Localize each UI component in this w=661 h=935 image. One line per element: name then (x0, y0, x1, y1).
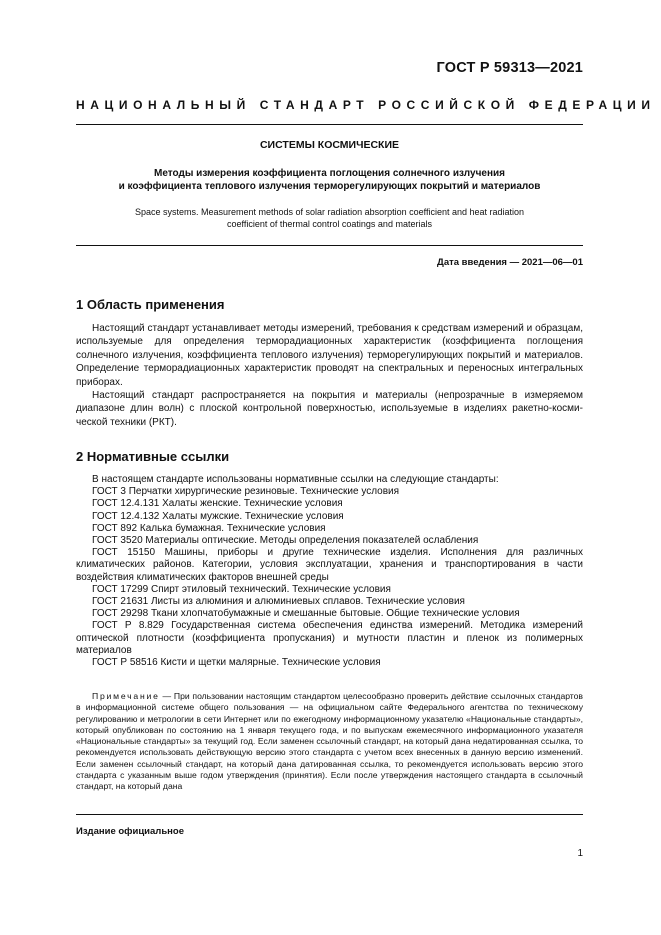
section-2-heading: 2 Нормативные ссылки (76, 449, 230, 464)
standard-subtitle (76, 167, 583, 193)
top-divider (76, 124, 583, 125)
english-title (76, 206, 583, 230)
document-number: ГОСТ Р 59313—2021 (436, 60, 583, 76)
national-standard-banner: НАЦИОНАЛЬНЫЙ СТАНДАРТ РОССИЙСКОЙ ФЕДЕРАЦИИ (76, 98, 656, 112)
page-number: 1 (577, 848, 583, 859)
subtitle-line-2: и коэффициента теплового излучения терморегулирующих покрытий и материалов (118, 181, 541, 192)
reference-item: ГОСТ Р 58516 Кисти и щетки малярные. Технические условия (92, 657, 381, 669)
references-note (76, 691, 583, 793)
note-text: — При пользовании настоящим стандартом целесообразно проверить действие ссылочных стандартов в информационной системе общего пользования — на официальном сайте Федерального агентства по техническому регулированию и метрологии в сети Интернет или по ежегодному информационному указателю «Национальные стандарты», который опубликован по состоянию на 1 января текущего года, и по выпускам ежемесячного информационного указателя «Национальные стандарты» за текущий год. Если заменен ссылочный стандарт, на который дана недатированная ссылка, то рекомендуется использовать действующую версию этого стандарта с учетом всех внесенных в данную версию изменений. Если заменен ссылочный стандарт, на который дана датированная ссылка, то рекомендуется использовать версию этого стандарта с указанным выше годом утверждения (принятия). Если после утверждения настоящего стандарта в ссылочный стандарт, на который дана (76, 691, 583, 792)
english-title-line-1: Space systems. Measurement methods of solar radiation absorption coefficient and heat radiation (134, 207, 525, 217)
reference-item: ГОСТ 17299 Спирт этиловый технический. Технические условия (92, 583, 391, 595)
english-title-line-2: coefficient of thermal control coatings and materials (227, 219, 432, 229)
note-paragraph (76, 691, 583, 793)
paragraph: Настоящий стандарт распространяется на покрытия и материалы (непрозрачные в измеряемом диапазоне длин волн) с плоской контрольной поверхностью, используемые в изделиях ракетно-космической техники (РКТ). (76, 390, 583, 428)
reference-item: ГОСТ 892 Калька бумажная. Технические условия (92, 522, 326, 534)
paragraph: Настоящий стандарт устанавливает методы измерений, требования к средствам измерений и образцам, используемые для определения терморадиационных характеристик (коэффициента поглощения солнечного излучения, коэффициента теплового излучения) терморегулирующих покрытий и материалов. Определение терморадиационных характеристик проводят на спектральных и переносных интегральных приборах. (76, 323, 583, 388)
title-divider (76, 245, 583, 246)
footer-divider (76, 814, 583, 815)
reference-item: ГОСТ 21631 Листы из алюминия и алюминиевых сплавов. Технические условия (92, 596, 465, 608)
reference-item: ГОСТ 3 Перчатки хирургические резиновые. Технические условия (92, 486, 400, 498)
introduction-date: Дата введения — 2021—06—01 (437, 257, 583, 268)
reference-item: ГОСТ 29298 Ткани хлопчатобумажные и смешанные бытовые. Общие технические условия (92, 608, 520, 620)
reference-item: ГОСТ 12.4.132 Халаты мужские. Технические условия (92, 510, 344, 522)
section-1-body (76, 322, 583, 429)
reference-item: ГОСТ Р 8.829 Государственная система обеспечения единства измерений. Методика измерений оптической плотности (коэффициента пропускания) и мутности пластин и пленок из полимерных материалов (76, 620, 583, 656)
normative-references-list (76, 474, 583, 669)
reference-item: ГОСТ 15150 Машины, приборы и другие технические изделия. Исполнения для различных климатических районов. Категории, условия эксплуатации, хранения и транспортирования в части воздействия климатических факторов внешней среды (76, 547, 583, 583)
reference-item: ГОСТ 3520 Материалы оптические. Методы определения показателей ослабления (92, 535, 479, 547)
subtitle-line-1: Методы измерения коэффициента поглощения солнечного излучения (154, 168, 505, 179)
standard-title: СИСТЕМЫ КОСМИЧЕСКИЕ (259, 139, 400, 151)
official-edition-label: Издание официальное (76, 826, 184, 837)
section-1-heading: 1 Область применения (76, 297, 225, 312)
references-intro: В настоящем стандарте использованы нормативные ссылки на следующие стандарты: (92, 474, 499, 485)
reference-item: ГОСТ 12.4.131 Халаты женские. Технические условия (92, 498, 343, 510)
note-label: Примечание (92, 691, 160, 701)
